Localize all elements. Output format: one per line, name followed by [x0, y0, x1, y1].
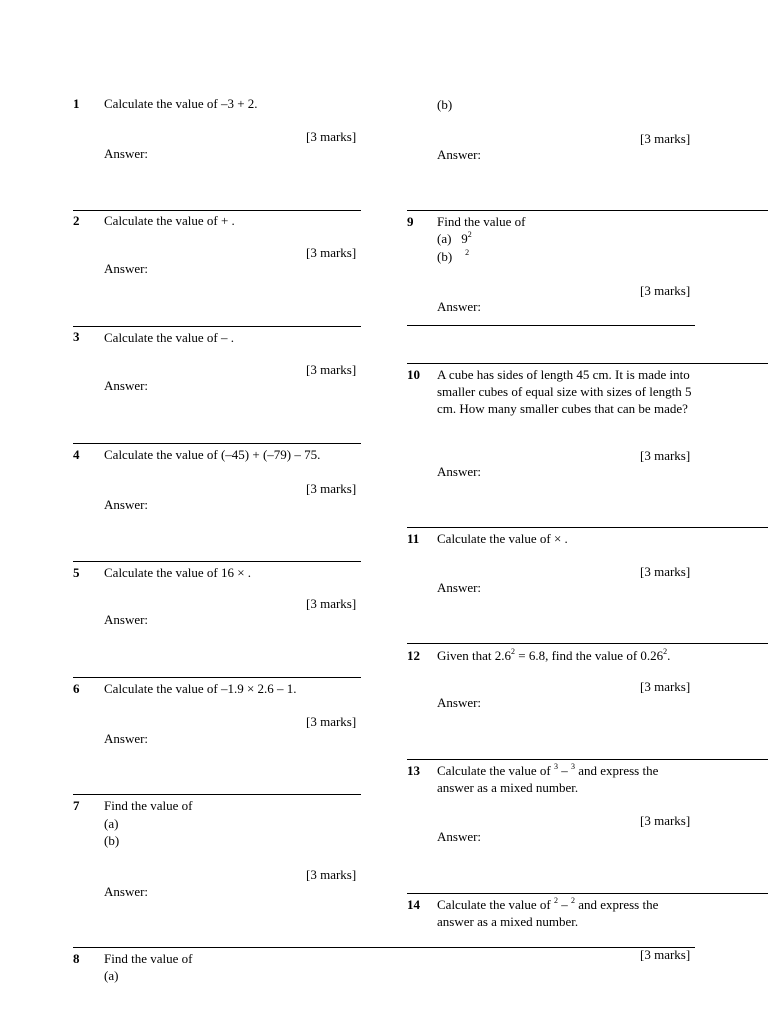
question-text: Calculate the value of – . [104, 330, 234, 345]
question-text: Given that $2.6^2 = 6.8$, find the value of 0.26$^2$. [437, 646, 671, 663]
question-text: Calculate the value of –1.9 × 2.6 – 1. [104, 681, 297, 696]
question-number: 12 [407, 648, 420, 663]
question-number: 7 [73, 798, 80, 813]
question-number: 13 [407, 763, 420, 778]
question-text: Calculate the value of $^3$ – $^3$ and express the answer as a mixed number. [437, 761, 659, 795]
answer-label: Answer: [104, 497, 149, 512]
question-number: 2 [73, 213, 80, 228]
answer-label: Answer: [437, 464, 482, 479]
divider [73, 210, 361, 211]
divider [407, 759, 768, 760]
answer-label: Answer: [104, 146, 149, 161]
question-number: 1 [73, 96, 80, 111]
part-a-exponent: 2 [467, 229, 472, 239]
answer-label: Answer: [437, 695, 482, 710]
question-number: 8 [73, 951, 80, 966]
marks-label: [3 marks] [640, 131, 691, 146]
marks-label: [3 marks] [640, 947, 691, 962]
part-a-label: (a) [104, 816, 119, 831]
answer-label: Answer: [104, 378, 149, 393]
divider [73, 947, 695, 948]
marks-label: [3 marks] [640, 283, 691, 298]
divider [407, 363, 768, 364]
part-b [437, 248, 469, 265]
answer-label: Answer: [437, 299, 482, 314]
divider [73, 561, 361, 562]
marks-label: [3 marks] [306, 245, 357, 260]
marks-label: [3 marks] [306, 362, 357, 377]
question-text: Calculate the value of –3 + 2. [104, 96, 258, 111]
divider [73, 326, 361, 327]
question-text: Calculate the value of (–45) + (–79) – 75. [104, 447, 321, 462]
part-b-exponent: 2 [465, 247, 470, 257]
question-number: 11 [407, 531, 420, 546]
part-b-label: (b) [104, 833, 120, 848]
question-number: 4 [73, 447, 80, 462]
answer-label: Answer: [104, 612, 149, 627]
marks-label: [3 marks] [306, 481, 357, 496]
answer-label: Answer: [437, 147, 482, 162]
question-number: 5 [73, 565, 80, 580]
part-a-label: (a) [437, 231, 452, 246]
part-a [437, 230, 472, 247]
part-a-label: (a) [104, 968, 119, 983]
marks-label: [3 marks] [640, 813, 691, 828]
divider [407, 325, 695, 326]
question-text: Calculate the value of × . [437, 531, 568, 546]
marks-label: [3 marks] [306, 596, 357, 611]
marks-label: [3 marks] [306, 129, 357, 144]
question-number: 9 [407, 214, 414, 229]
question-text: Calculate the value of 16 × . [104, 565, 252, 580]
answer-label: Answer: [104, 731, 149, 746]
answer-label: Answer: [437, 580, 482, 595]
marks-label: [3 marks] [640, 448, 691, 463]
answer-label: Answer: [104, 884, 149, 899]
divider [407, 210, 768, 211]
question-text: Find the value of [104, 951, 193, 966]
answer-label: Answer: [104, 261, 149, 276]
question-number: 3 [73, 329, 80, 344]
question-text: Calculate the value of + . [104, 213, 235, 228]
divider [407, 643, 768, 644]
answer-label: Answer: [437, 829, 482, 844]
question-number: 6 [73, 681, 80, 696]
marks-label: [3 marks] [306, 867, 357, 882]
part-b-label: (b) [437, 97, 453, 112]
part-b-label: (b) [437, 249, 453, 264]
marks-label: [3 marks] [306, 714, 357, 729]
divider [407, 893, 768, 894]
question-text: A cube has sides of length 45 cm. It is made into smaller cubes of equal size with sizes of length 5 cm. How many smaller cubes that can be made? [437, 367, 692, 416]
question-text: Find the value of [104, 798, 193, 813]
question-number: 10 [407, 367, 420, 382]
divider [407, 527, 768, 528]
marks-label: [3 marks] [640, 564, 691, 579]
marks-label: [3 marks] [640, 679, 691, 694]
divider [73, 443, 361, 444]
part-a-base: 9 [461, 231, 468, 246]
question-text: Calculate the value of $^2$ – $^2$ and express the answer as a mixed number. [437, 895, 659, 929]
question-text: Find the value of [437, 214, 526, 229]
question-number: 14 [407, 897, 420, 912]
divider [73, 794, 361, 795]
divider [73, 677, 361, 678]
